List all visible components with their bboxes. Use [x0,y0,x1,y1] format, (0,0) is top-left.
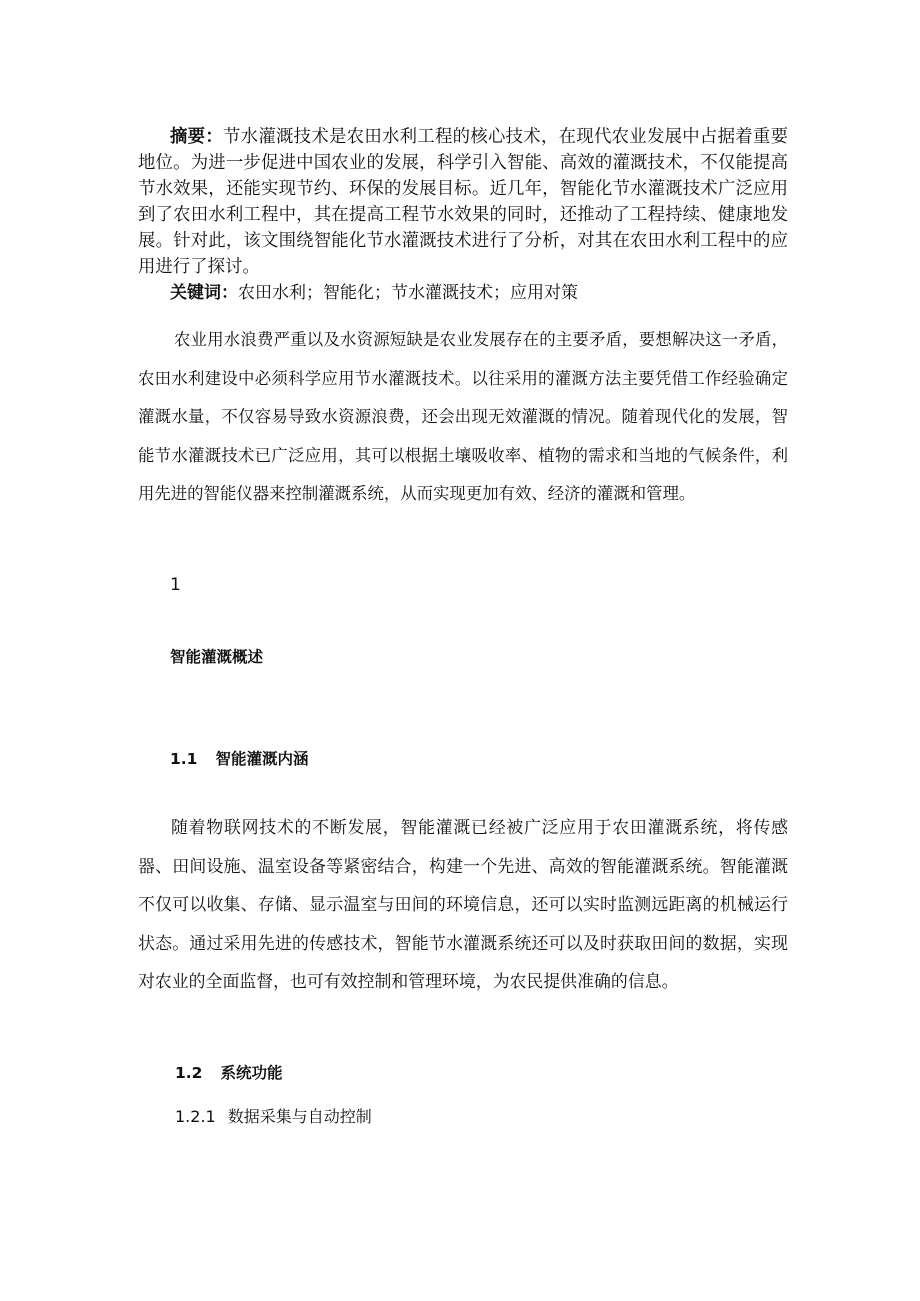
abstract-paragraph [138,124,788,280]
section-1-2-heading [175,1061,282,1083]
section-1-number: 1 [170,575,181,595]
section-1-2-number: 1.2 [175,1064,203,1082]
keywords-label: 关键词： [170,283,238,303]
intro-paragraph: 农业用水浪费严重以及水资源短缺是农业发展存在的主要矛盾，要想解决这一矛盾，农田水利建设中必须科学应用节水灌溉技术。以往采用的灌溉方法主要凭借工作经验确定灌溉水量，不仅容易导致水资源浪费，还会出现无效灌溉的情况。随着现代化的发展，智能节水灌溉技术已广泛应用，其可以根据土壤吸收率、植物的需求和当地的气候条件，利用先进的智能仪器来控制灌溉系统，从而实现更加有效、经济的灌溉和管理。 [138,330,788,503]
section-1-1-number: 1.1 [170,750,198,768]
abstract-label: 摘要： [170,127,223,147]
abstract-text: 节水灌溉技术是农田水利工程的核心技术，在现代农业发展中占据着重要地位。为进一步促进中国农业的发展，科学引入智能、高效的灌溉技术，不仅能提高节水效果，还能实现节约、环保的发展目标。近几年，智能化节水灌溉技术广泛应用到了农田水利工程中，其在提高工程节水效果的同时，还推动了工程持续、健康地发展。针对此，该文围绕智能化节水灌溉技术进行了分析，对其在农田水利工程中的应用进行了探讨。 [138,127,788,277]
section-1-2-title: 系统功能 [220,1064,283,1082]
keywords-line [170,280,578,306]
section-1-1-heading [170,747,308,769]
section-1-1-paragraph: 随着物联网技术的不断发展，智能灌溉已经被广泛应用于农田灌溉系统，将传感器、田间设施、温室设备等紧密结合，构建一个先进、高效的智能灌溉系统。智能灌溉不仅可以收集、存储、显示温室与田间的环境信息，还可以实时监测远距离的机械运行状态。通过采用先进的传感技术，智能节水灌溉系统还可以及时获取田间的数据，实现对农业的全面监督，也可有效控制和管理环境，为农民提供准确的信息。 [138,817,788,991]
keywords-text: 农田水利；智能化；节水灌溉技术；应用对策 [238,283,578,303]
section-1-2-1-heading [175,1104,372,1127]
section-1-2-1-title: 数据采集与自动控制 [227,1107,372,1126]
section-1-title: 智能灌溉概述 [170,648,264,666]
section-1-2-1-number: 1.2.1 [175,1107,216,1126]
section-1-1-title: 智能灌溉内涵 [215,750,309,768]
